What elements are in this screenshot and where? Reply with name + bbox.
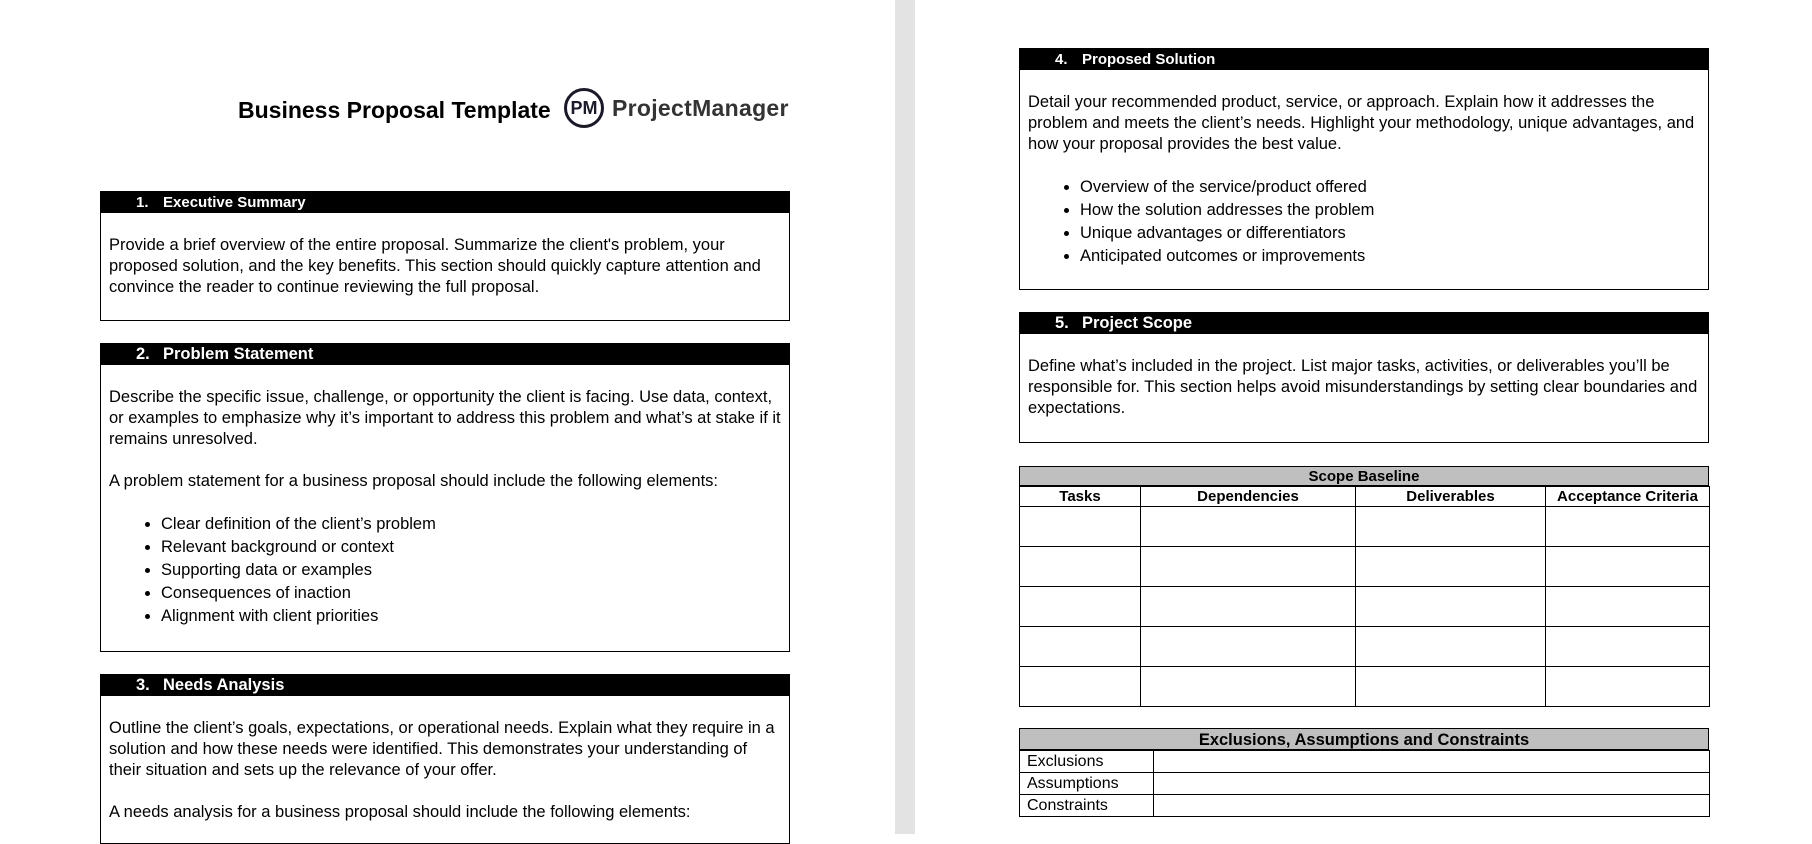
list-item[interactable]: • Consequences of inaction bbox=[161, 582, 781, 605]
section-header bbox=[101, 192, 789, 213]
row-label: Assumptions bbox=[1020, 773, 1154, 795]
paragraph[interactable]: Define what’s included in the project. List major tasks, activities, or deliverables you’ll be responsible for. This section helps avoid misunderstandings by setting clear boundaries and expectations. bbox=[1028, 357, 1698, 417]
list-item[interactable]: • Relevant background or context bbox=[161, 536, 781, 559]
section-body bbox=[101, 365, 789, 628]
paragraph[interactable]: Outline the client’s goals, expectations, or operational needs. Explain what they require in a solution and how these needs were identified. This demonstrates your understanding of their situation and sets up the relevance of your offer. bbox=[109, 719, 775, 779]
list-item[interactable]: • Unique advantages or differentiators bbox=[1080, 222, 1700, 245]
section-needs-analysis bbox=[100, 674, 790, 844]
table-row bbox=[1020, 587, 1710, 627]
table-caption: Scope Baseline bbox=[1019, 466, 1709, 486]
list-item[interactable]: • Overview of the service/product offered bbox=[1080, 176, 1700, 199]
table-cell[interactable] bbox=[1356, 507, 1546, 547]
section-body bbox=[101, 213, 789, 298]
scope-baseline-table bbox=[1019, 466, 1709, 707]
section-problem-statement bbox=[100, 343, 790, 652]
table-row bbox=[1020, 795, 1710, 817]
table-cell[interactable] bbox=[1020, 587, 1141, 627]
paragraph[interactable]: Detail your recommended product, service, or approach. Explain how it addresses the problem and meets the client’s needs. Highlight your methodology, unique advantages, and how your proposal provides the best value. bbox=[1028, 93, 1695, 153]
document-title: Business Proposal Template bbox=[238, 97, 551, 123]
section-header bbox=[101, 675, 789, 696]
table-cell[interactable] bbox=[1546, 627, 1710, 667]
section-number: 3. bbox=[136, 676, 150, 694]
list-item[interactable]: • Supporting data or examples bbox=[161, 559, 781, 582]
table-row bbox=[1020, 667, 1710, 707]
section-project-scope bbox=[1019, 312, 1709, 443]
section-number: 5. bbox=[1055, 314, 1069, 332]
table-cell[interactable] bbox=[1020, 507, 1141, 547]
section-title: Executive Summary bbox=[163, 194, 306, 211]
scope-grid bbox=[1019, 486, 1710, 707]
logo-badge-icon: PM bbox=[564, 88, 604, 128]
bullet-list bbox=[1028, 176, 1700, 268]
table-row bbox=[1020, 773, 1710, 795]
table-cell[interactable] bbox=[1020, 627, 1141, 667]
table-cell[interactable] bbox=[1546, 547, 1710, 587]
paragraph[interactable]: Provide a brief overview of the entire proposal. Summarize the client's problem, your proposed solution, and the key benefits. This section should quickly capture attention and convince the reader to continue reviewing the full proposal. bbox=[109, 236, 761, 296]
section-proposed-solution bbox=[1019, 48, 1709, 290]
column-header: Tasks bbox=[1020, 487, 1141, 507]
table-cell[interactable] bbox=[1141, 587, 1356, 627]
table-cell[interactable] bbox=[1141, 627, 1356, 667]
table-cell[interactable] bbox=[1356, 547, 1546, 587]
table-cell[interactable] bbox=[1546, 667, 1710, 707]
section-body bbox=[101, 696, 789, 823]
paragraph[interactable]: Describe the specific issue, challenge, or opportunity the client is facing. Use data, context, or examples to emphasize why it’s important to address this problem and what’s at stake if it remains unresolved. bbox=[109, 388, 781, 448]
table-cell[interactable] bbox=[1356, 587, 1546, 627]
table-row bbox=[1020, 751, 1710, 773]
table-row bbox=[1020, 627, 1710, 667]
section-title: Needs Analysis bbox=[163, 676, 285, 694]
column-header: Acceptance Criteria bbox=[1546, 487, 1710, 507]
exclusions-table bbox=[1019, 728, 1709, 817]
section-header bbox=[1020, 313, 1708, 334]
section-title: Problem Statement bbox=[163, 345, 314, 363]
paragraph[interactable]: A problem statement for a business proposal should include the following elements: bbox=[109, 472, 719, 490]
table-cell[interactable] bbox=[1154, 795, 1710, 817]
table-cell[interactable] bbox=[1141, 547, 1356, 587]
table-cell[interactable] bbox=[1356, 667, 1546, 707]
section-title: Proposed Solution bbox=[1082, 51, 1216, 68]
table-cell[interactable] bbox=[1141, 507, 1356, 547]
list-item[interactable]: • Clear definition of the client’s problem bbox=[161, 513, 781, 536]
table-cell[interactable] bbox=[1546, 507, 1710, 547]
table-caption: Exclusions, Assumptions and Constraints bbox=[1019, 728, 1709, 750]
section-body bbox=[1020, 70, 1708, 268]
section-number: 1. bbox=[136, 194, 149, 211]
column-header: Deliverables bbox=[1356, 487, 1546, 507]
table-cell[interactable] bbox=[1154, 751, 1710, 773]
list-item[interactable]: • How the solution addresses the problem bbox=[1080, 199, 1700, 222]
column-header: Dependencies bbox=[1141, 487, 1356, 507]
section-number: 2. bbox=[136, 345, 150, 363]
list-item[interactable]: • Alignment with client priorities bbox=[161, 605, 781, 628]
row-label: Exclusions bbox=[1020, 751, 1154, 773]
section-title: Project Scope bbox=[1082, 314, 1193, 332]
bullet-list bbox=[109, 513, 781, 628]
section-executive-summary bbox=[100, 191, 790, 321]
table-cell[interactable] bbox=[1356, 627, 1546, 667]
exclusions-grid bbox=[1019, 750, 1710, 817]
section-header bbox=[1020, 49, 1708, 70]
table-cell[interactable] bbox=[1546, 587, 1710, 627]
table-row bbox=[1020, 547, 1710, 587]
table-row bbox=[1020, 507, 1710, 547]
page-gutter bbox=[895, 0, 915, 834]
table-header-row bbox=[1020, 487, 1710, 507]
row-label: Constraints bbox=[1020, 795, 1154, 817]
section-header bbox=[101, 344, 789, 365]
logo-name: ProjectManager bbox=[612, 94, 789, 121]
table-cell[interactable] bbox=[1154, 773, 1710, 795]
table-cell[interactable] bbox=[1141, 667, 1356, 707]
section-number: 4. bbox=[1055, 51, 1068, 68]
section-body bbox=[1020, 334, 1708, 419]
paragraph[interactable]: A needs analysis for a business proposal should include the following elements: bbox=[109, 803, 691, 821]
document-page-left bbox=[0, 0, 895, 834]
list-item[interactable]: • Anticipated outcomes or improvements bbox=[1080, 245, 1700, 268]
table-cell[interactable] bbox=[1020, 547, 1141, 587]
document-page-right bbox=[915, 0, 1812, 834]
table-cell[interactable] bbox=[1020, 667, 1141, 707]
projectmanager-logo bbox=[564, 88, 789, 128]
